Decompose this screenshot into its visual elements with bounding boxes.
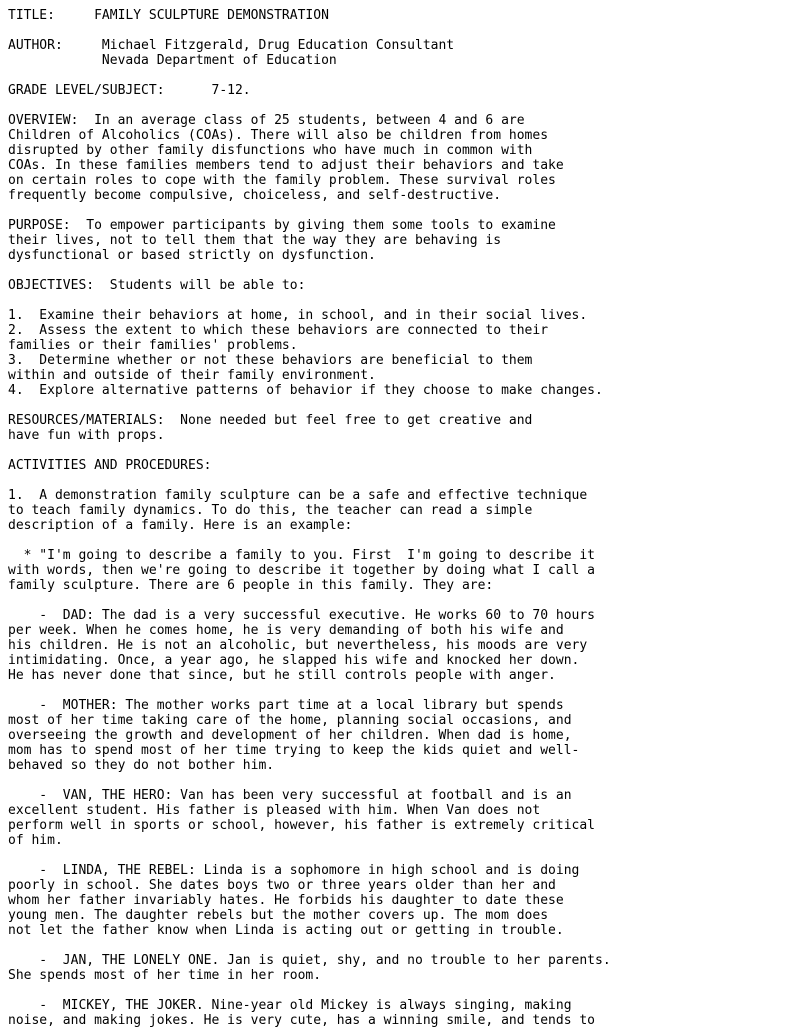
text-line	[8, 398, 792, 413]
text-line: - MOTHER: The mother works part time at a local library but spends	[8, 698, 564, 713]
text-line: excellent student. His father is pleased with him. When Van does not	[8, 803, 541, 818]
text-line: of him.	[8, 833, 63, 848]
text-line: 1. A demonstration family sculpture can be a safe and effective technique	[8, 488, 588, 503]
text-line	[8, 473, 792, 488]
text-line: mom has to spend most of her time trying to keep the kids quiet and well-	[8, 743, 580, 758]
text-line: whom her father invariably hates. He forbids his daughter to date these	[8, 893, 564, 908]
text-line: intimidating. Once, a year ago, he slapped his wife and knocked her down.	[8, 653, 580, 668]
text-line: 1. Examine their behaviors at home, in school, and in their social lives.	[8, 308, 588, 323]
text-line: Children of Alcoholics (COAs). There will also be children from homes	[8, 128, 549, 143]
text-line	[8, 443, 792, 458]
text-line: COAs. In these families members tend to adjust their behaviors and take	[8, 158, 564, 173]
text-line: noise, and making jokes. He is very cute, has a winning smile, and tends to	[8, 1013, 595, 1028]
text-line	[8, 593, 792, 608]
text-line	[8, 23, 792, 38]
text-line	[8, 683, 792, 698]
text-line: GRADE LEVEL/SUBJECT: 7-12.	[8, 83, 251, 98]
text-line: dysfunctional or based strictly on dysfunction.	[8, 248, 376, 263]
text-line: TITLE: FAMILY SCULPTURE DEMONSTRATION	[8, 8, 329, 23]
text-line: to teach family dynamics. To do this, the teacher can read a simple	[8, 503, 533, 518]
text-line: RESOURCES/MATERIALS: None needed but feel free to get creative and	[8, 413, 533, 428]
text-line	[8, 98, 792, 113]
text-line: - MICKEY, THE JOKER. Nine-year old Mickey is always singing, making	[8, 998, 572, 1013]
text-line	[8, 848, 792, 863]
text-line: PURPOSE: To empower participants by giving them some tools to examine	[8, 218, 556, 233]
text-line: disrupted by other family disfunctions who have much in common with	[8, 143, 533, 158]
document-body	[8, 8, 792, 1028]
text-line: young men. The daughter rebels but the mother covers up. The mom does	[8, 908, 549, 923]
text-line	[8, 203, 792, 218]
text-line: 4. Explore alternative patterns of behavior if they choose to make changes.	[8, 383, 603, 398]
text-line: have fun with props.	[8, 428, 165, 443]
text-line: Nevada Department of Education	[8, 53, 337, 68]
text-line: OVERVIEW: In an average class of 25 students, between 4 and 6 are	[8, 113, 525, 128]
text-line	[8, 533, 792, 548]
text-line: ACTIVITIES AND PROCEDURES:	[8, 458, 212, 473]
text-line	[8, 68, 792, 83]
text-line: perform well in sports or school, however, his father is extremely critical	[8, 818, 595, 833]
text-line: within and outside of their family environment.	[8, 368, 376, 383]
text-line: their lives, not to tell them that the way they are behaving is	[8, 233, 502, 248]
text-line: - LINDA, THE REBEL: Linda is a sophomore in high school and is doing	[8, 863, 580, 878]
text-line: poorly in school. She dates boys two or three years older than her and	[8, 878, 556, 893]
text-line	[8, 773, 792, 788]
text-line: - VAN, THE HERO: Van has been very successful at football and is an	[8, 788, 572, 803]
text-line: OBJECTIVES: Students will be able to:	[8, 278, 306, 293]
text-line: with words, then we're going to describe it together by doing what I call a	[8, 563, 595, 578]
text-line: 3. Determine whether or not these behaviors are beneficial to them	[8, 353, 533, 368]
text-line: He has never done that since, but he still controls people with anger.	[8, 668, 556, 683]
text-line: 2. Assess the extent to which these behaviors are connected to their	[8, 323, 549, 338]
text-line: most of her time taking care of the home, planning social occasions, and	[8, 713, 572, 728]
text-line	[8, 293, 792, 308]
text-line: description of a family. Here is an example:	[8, 518, 353, 533]
text-line: behaved so they do not bother him.	[8, 758, 275, 773]
text-line: on certain roles to cope with the family problem. These survival roles	[8, 173, 556, 188]
text-line: overseeing the growth and development of her children. When dad is home,	[8, 728, 572, 743]
text-line: * "I'm going to describe a family to you. First I'm going to describe it	[8, 548, 595, 563]
text-line: frequently become compulsive, choiceless, and self-destructive.	[8, 188, 502, 203]
text-line: families or their families' problems.	[8, 338, 298, 353]
text-line	[8, 263, 792, 278]
text-line: per week. When he comes home, he is very demanding of both his wife and	[8, 623, 564, 638]
text-line: AUTHOR: Michael Fitzgerald, Drug Education Consultant	[8, 38, 455, 53]
text-line: - JAN, THE LONELY ONE. Jan is quiet, shy, and no trouble to her parents.	[8, 953, 611, 968]
text-line	[8, 983, 792, 998]
text-line: She spends most of her time in her room.	[8, 968, 322, 983]
text-line	[8, 938, 792, 953]
text-line: family sculpture. There are 6 people in this family. They are:	[8, 578, 494, 593]
text-line: his children. He is not an alcoholic, but nevertheless, his moods are very	[8, 638, 588, 653]
text-line: not let the father know when Linda is acting out or getting in trouble.	[8, 923, 564, 938]
text-line: - DAD: The dad is a very successful executive. He works 60 to 70 hours	[8, 608, 595, 623]
